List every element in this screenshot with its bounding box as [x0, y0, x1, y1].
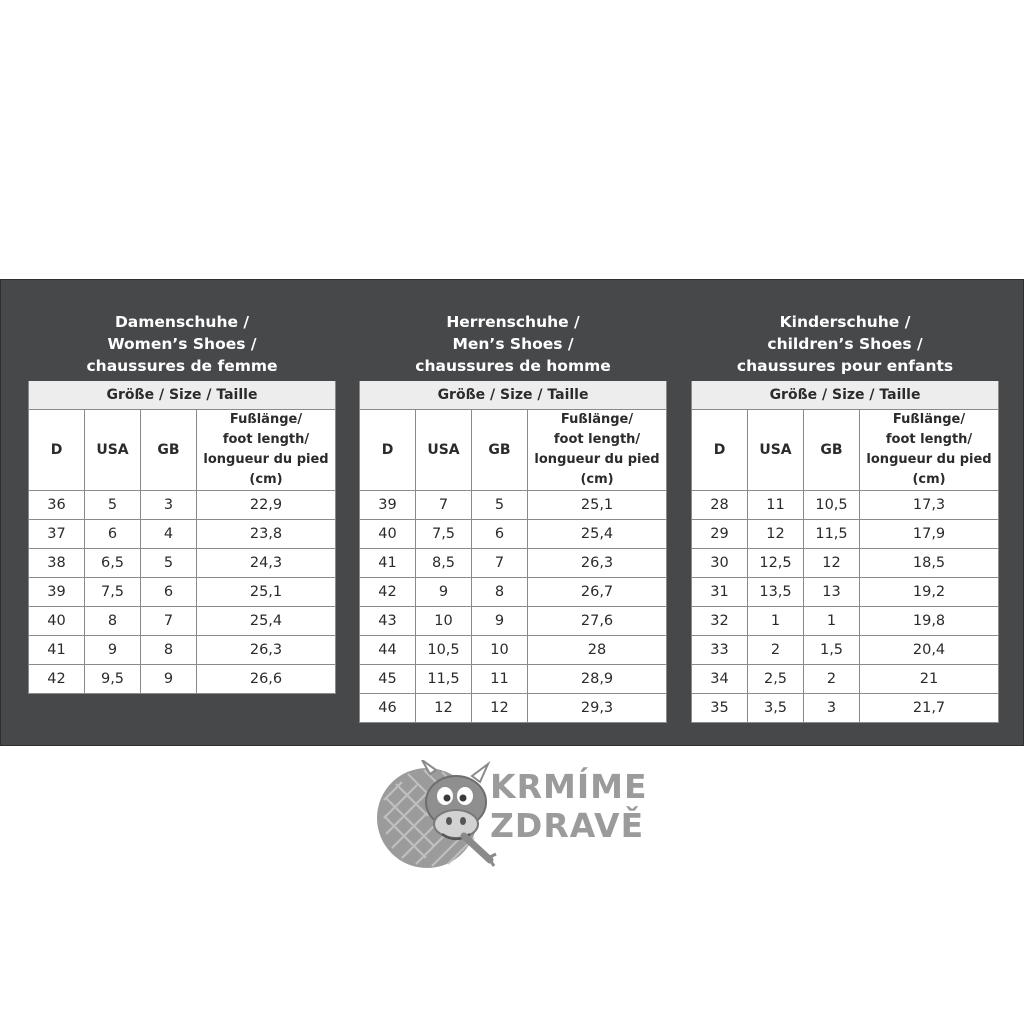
size-chart-panel	[0, 279, 1024, 746]
table-body	[360, 491, 667, 723]
logo-wordmark-line1: KRMÍME	[490, 767, 648, 806]
table-row	[29, 549, 336, 578]
table-cell: 6,5	[85, 549, 141, 578]
table-cell: 42	[360, 578, 416, 607]
table-cell: 38	[29, 549, 85, 578]
table-cell: 11,5	[416, 665, 472, 694]
table-cell: 9	[141, 665, 197, 694]
table-cell: 25,4	[528, 520, 667, 549]
table-cell: 26,6	[197, 665, 336, 694]
table-row	[360, 549, 667, 578]
table-row	[29, 578, 336, 607]
table-cell: 8	[141, 636, 197, 665]
table-cell: 25,1	[197, 578, 336, 607]
table-cell: 3	[804, 694, 860, 723]
table-cell: 11,5	[804, 520, 860, 549]
table-cell: 39	[360, 491, 416, 520]
table-cell: 7,5	[85, 578, 141, 607]
table-cell: 24,3	[197, 549, 336, 578]
table-cell: 3,5	[748, 694, 804, 723]
column-header: D	[360, 410, 416, 491]
table-cell: 10	[416, 607, 472, 636]
table-cell: 30	[692, 549, 748, 578]
table-cell: 12	[472, 694, 528, 723]
table-row	[360, 636, 667, 665]
table-cell: 32	[692, 607, 748, 636]
table-cell: 37	[29, 520, 85, 549]
table-row	[360, 607, 667, 636]
table-cell: 33	[692, 636, 748, 665]
table-cell: 41	[360, 549, 416, 578]
table-row	[360, 694, 667, 723]
table-cell: 17,3	[860, 491, 999, 520]
table-title: Herrenschuhe / Men’s Shoes / chaussures de homme	[360, 308, 667, 381]
table-cell: 26,3	[197, 636, 336, 665]
table-cell: 45	[360, 665, 416, 694]
table-row	[692, 665, 999, 694]
table-cell: 8	[472, 578, 528, 607]
table-cell: 9	[416, 578, 472, 607]
table-cell: 2	[748, 636, 804, 665]
table-cell: 13	[804, 578, 860, 607]
table-cell: 3	[141, 491, 197, 520]
table-row	[692, 520, 999, 549]
table-cell: 11	[748, 491, 804, 520]
table-row	[692, 636, 999, 665]
table-cell: 28	[692, 491, 748, 520]
table-cell: 8	[85, 607, 141, 636]
table-cell: 26,7	[528, 578, 667, 607]
table-cell: 7,5	[416, 520, 472, 549]
table-cell: 9,5	[85, 665, 141, 694]
childrens-size-table	[691, 307, 999, 723]
table-cell: 26,3	[528, 549, 667, 578]
table-cell: 10	[472, 636, 528, 665]
table-cell: 28	[528, 636, 667, 665]
table-cell: 7	[416, 491, 472, 520]
table-cell: 5	[472, 491, 528, 520]
mens-size-table	[359, 307, 667, 723]
table-cell: 21	[860, 665, 999, 694]
table-cell: 6	[85, 520, 141, 549]
table-cell: 25,1	[528, 491, 667, 520]
table-title: Kinderschuhe / children’s Shoes / chaussures pour enfants	[692, 308, 999, 381]
column-header: Fußlänge/ foot length/ longueur du pied (cm)	[197, 410, 336, 491]
mascot-icon	[377, 760, 496, 868]
table-cell: 10,5	[804, 491, 860, 520]
table-cell: 2,5	[748, 665, 804, 694]
table-cell: 5	[141, 549, 197, 578]
table-row	[692, 607, 999, 636]
table-body	[29, 491, 336, 694]
table-cell: 17,9	[860, 520, 999, 549]
table-row	[360, 491, 667, 520]
table-cell: 12	[748, 520, 804, 549]
table-cell: 40	[29, 607, 85, 636]
table-row	[692, 578, 999, 607]
table-cell: 41	[29, 636, 85, 665]
table-row	[29, 636, 336, 665]
column-header: USA	[85, 410, 141, 491]
table-cell: 6	[472, 520, 528, 549]
logo-wordmark-line2: ZDRAVĚ	[490, 806, 645, 845]
table-row	[692, 491, 999, 520]
table-cell: 25,4	[197, 607, 336, 636]
column-header: GB	[141, 410, 197, 491]
table-row	[360, 520, 667, 549]
table-row	[29, 491, 336, 520]
column-header: Fußlänge/ foot length/ longueur du pied (cm)	[528, 410, 667, 491]
table-cell: 7	[472, 549, 528, 578]
table-row	[29, 607, 336, 636]
table-cell: 23,8	[197, 520, 336, 549]
table-cell: 39	[29, 578, 85, 607]
table-cell: 34	[692, 665, 748, 694]
column-header: GB	[472, 410, 528, 491]
table-row	[29, 665, 336, 694]
table-subtitle: Größe / Size / Taille	[360, 381, 667, 410]
table-cell: 9	[472, 607, 528, 636]
table-cell: 28,9	[528, 665, 667, 694]
table-cell: 13,5	[748, 578, 804, 607]
column-header: D	[29, 410, 85, 491]
table-cell: 7	[141, 607, 197, 636]
table-row	[29, 520, 336, 549]
table-cell: 43	[360, 607, 416, 636]
table-subtitle: Größe / Size / Taille	[692, 381, 999, 410]
table-cell: 29	[692, 520, 748, 549]
table-cell: 2	[804, 665, 860, 694]
table-cell: 29,3	[528, 694, 667, 723]
table-cell: 12,5	[748, 549, 804, 578]
table-row	[692, 549, 999, 578]
column-header: USA	[416, 410, 472, 491]
table-cell: 11	[472, 665, 528, 694]
womens-size-table	[28, 307, 336, 694]
table-cell: 20,4	[860, 636, 999, 665]
table-row	[360, 578, 667, 607]
table-cell: 4	[141, 520, 197, 549]
table-cell: 21,7	[860, 694, 999, 723]
table-cell: 5	[85, 491, 141, 520]
table-cell: 36	[29, 491, 85, 520]
table-cell: 35	[692, 694, 748, 723]
table-cell: 1,5	[804, 636, 860, 665]
table-cell: 8,5	[416, 549, 472, 578]
table-cell: 42	[29, 665, 85, 694]
table-cell: 44	[360, 636, 416, 665]
column-header: GB	[804, 410, 860, 491]
table-subtitle: Größe / Size / Taille	[29, 381, 336, 410]
table-cell: 19,8	[860, 607, 999, 636]
table-row	[360, 665, 667, 694]
table-cell: 18,5	[860, 549, 999, 578]
column-header: Fußlänge/ foot length/ longueur du pied (cm)	[860, 410, 999, 491]
table-cell: 40	[360, 520, 416, 549]
table-cell: 12	[416, 694, 472, 723]
table-cell: 1	[804, 607, 860, 636]
table-cell: 31	[692, 578, 748, 607]
table-row	[692, 694, 999, 723]
table-title: Damenschuhe / Women’s Shoes / chaussures de femme	[29, 308, 336, 381]
table-cell: 22,9	[197, 491, 336, 520]
table-cell: 46	[360, 694, 416, 723]
table-cell: 10,5	[416, 636, 472, 665]
table-cell: 27,6	[528, 607, 667, 636]
column-header: USA	[748, 410, 804, 491]
table-cell: 19,2	[860, 578, 999, 607]
column-header: D	[692, 410, 748, 491]
table-cell: 1	[748, 607, 804, 636]
table-cell: 9	[85, 636, 141, 665]
table-cell: 12	[804, 549, 860, 578]
table-cell: 6	[141, 578, 197, 607]
table-body	[692, 491, 999, 723]
